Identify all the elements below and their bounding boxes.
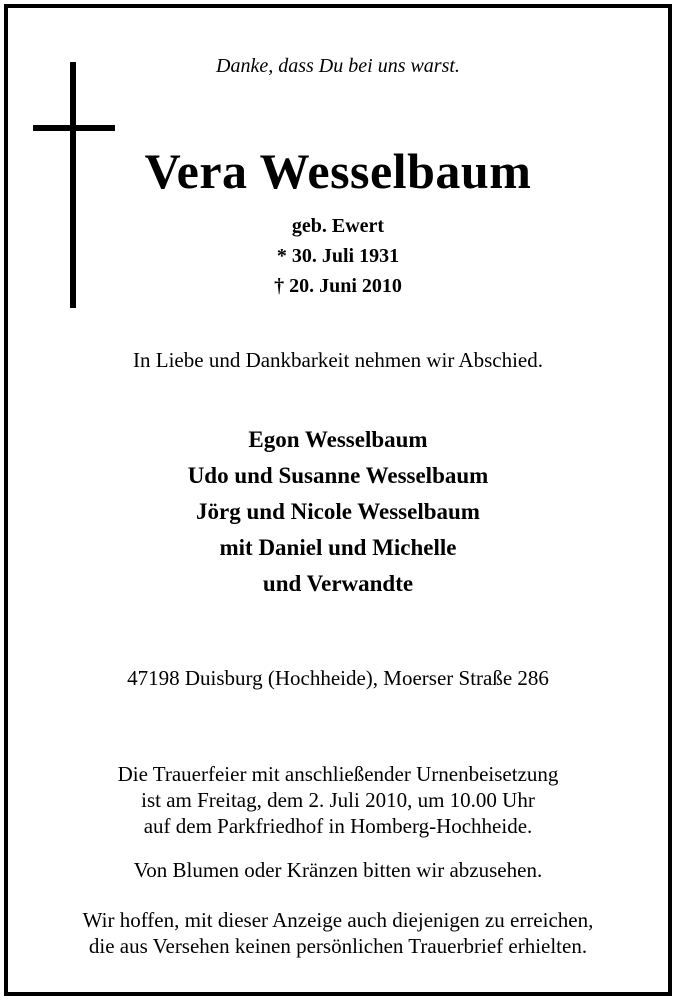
birth-date: * 30. Juli 1931 <box>276 245 400 267</box>
family-address: 47198 Duisburg (Hochheide), Moerser Straße 286 <box>127 666 549 690</box>
ceremony-line: Die Trauerfeier mit anschließender Urnenbeisetzung <box>117 762 559 786</box>
birth-name: geb. Ewert <box>291 215 385 237</box>
ceremony-line: ist am Freitag, dem 2. Juli 2010, um 10.00 Uhr <box>141 788 535 812</box>
closing-line: die aus Versehen keinen persönlichen Trauerbrief erhielten. <box>88 934 588 958</box>
motto: Danke, dass Du bei uns warst. <box>216 55 460 77</box>
mourner-line: mit Daniel und Michelle <box>219 535 457 560</box>
ceremony-line: auf dem Parkfriedhof in Homberg-Hochheide. <box>143 814 533 838</box>
cross-horizontal-bar <box>33 125 115 131</box>
flowers-request: Von Blumen oder Kränzen bitten wir abzusehen. <box>133 858 543 882</box>
mourner-line: und Verwandte <box>262 571 414 596</box>
farewell-text: In Liebe und Dankbarkeit nehmen wir Abschied. <box>133 348 543 372</box>
closing-line: Wir hoffen, mit dieser Anzeige auch diejenigen zu erreichen, <box>82 908 594 932</box>
death-date: † 20. Juni 2010 <box>274 275 402 297</box>
mourner-line: Jörg und Nicole Wesselbaum <box>196 499 480 524</box>
deceased-name: Vera Wesselbaum <box>144 143 532 199</box>
mourner-line: Egon Wesselbaum <box>248 427 428 452</box>
mourner-line: Udo und Susanne Wesselbaum <box>187 463 489 488</box>
